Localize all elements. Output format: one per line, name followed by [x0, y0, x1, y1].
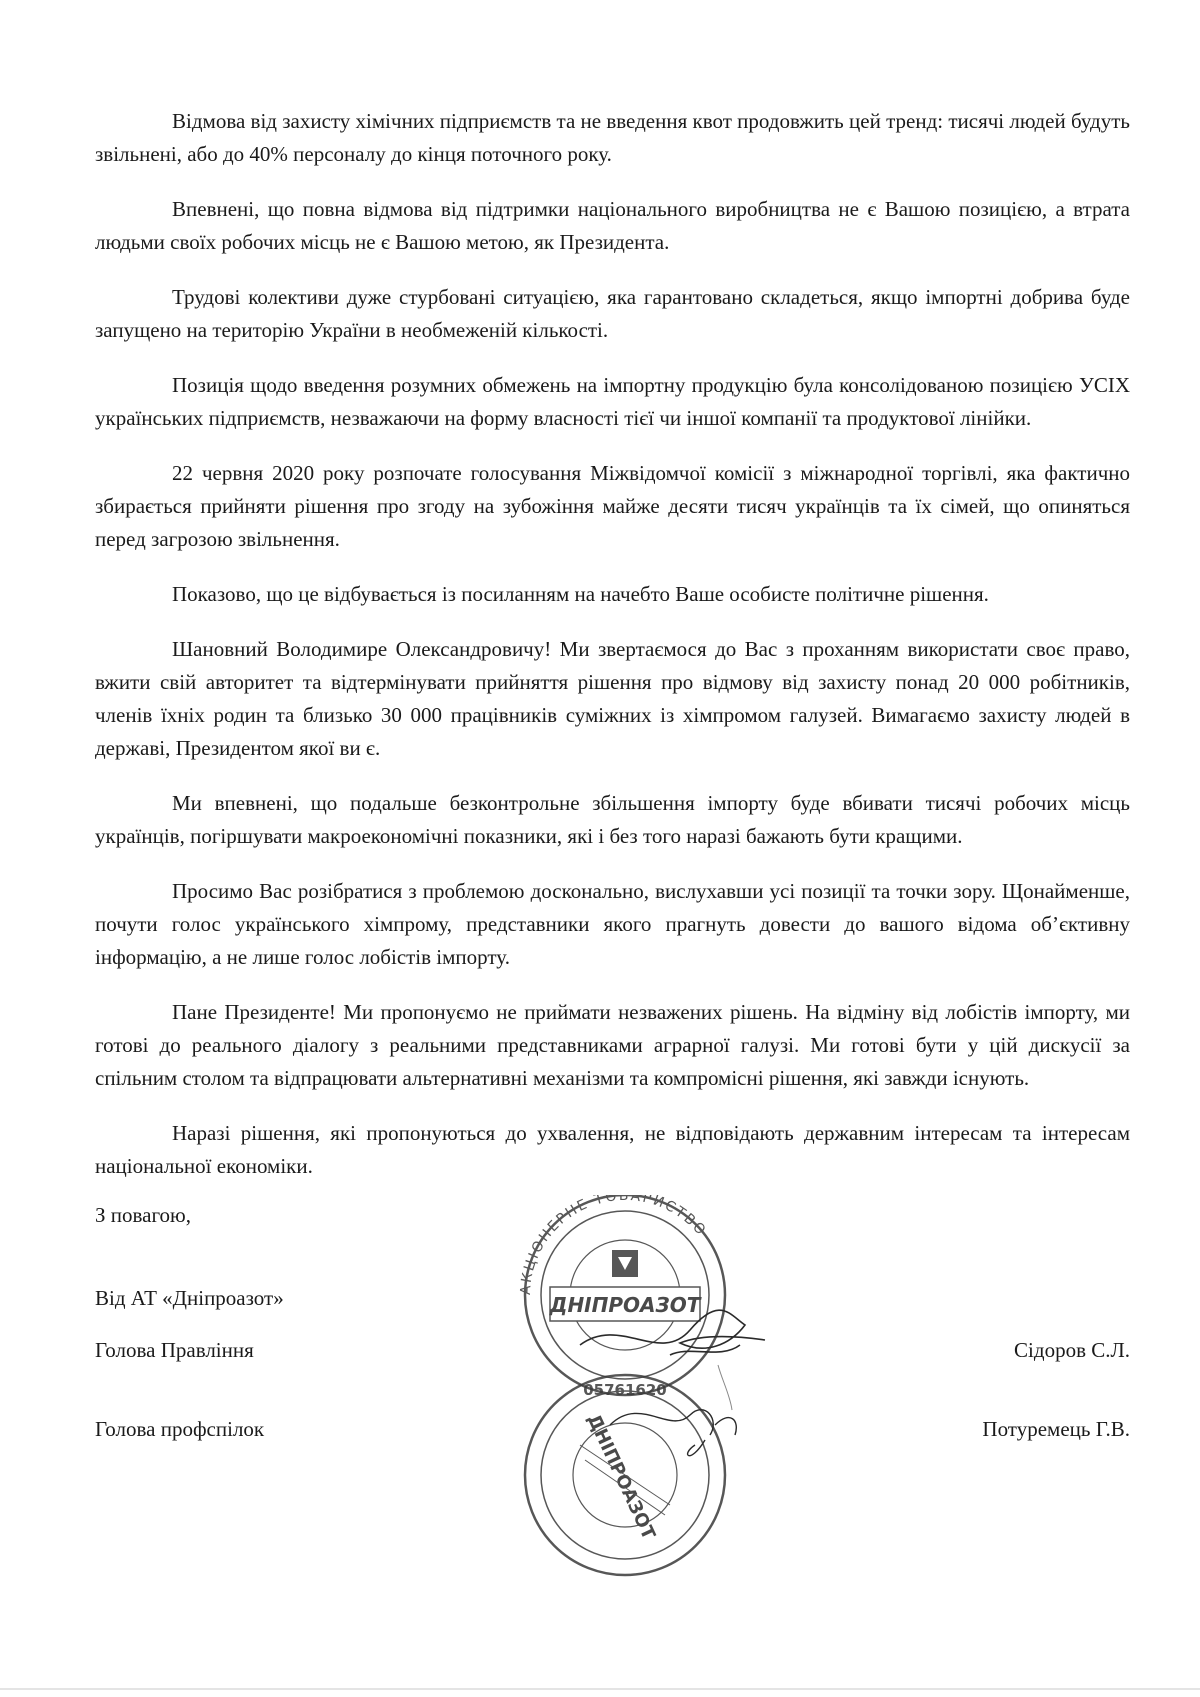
sender-organization: Від АТ «Дніпроазот»	[95, 1286, 284, 1310]
upper-seal	[518, 1195, 725, 1395]
paragraph: Наразі рішення, які пропонуються до ухвалення, не відповідають державним інтересам та інтересам національної економіки.	[95, 1121, 1130, 1178]
chair-title: Голова Правління	[95, 1338, 254, 1362]
paragraph: Впевнені, що повна відмова від підтримки національного виробництва не є Вашою позицією, а втрата людьми своїх робочих місць не є Вашою метою, як Президента.	[95, 197, 1130, 254]
paragraph: 22 червня 2020 року розпочате голосування Міжвідомчої комісії з міжнародної торгівлі, яка фактично збирається прийняти рішення про згоду на зубожіння майже десяти тисяч українців та їх сімей, що опиняться перед загрозою звільнення.	[95, 461, 1130, 551]
lower-seal	[525, 1375, 725, 1575]
closing-salutation: З повагою,	[95, 1203, 191, 1227]
paragraph: Ми впевнені, що подальше безконтрольне збільшення імпорту буде вбивати тисячі робочих місць українців, погіршувати макроекономічні показники, які і без того наразі бажають бути кращими.	[95, 791, 1130, 848]
paragraph: Відмова від захисту хімічних підприємств та не введення квот продовжить цей тренд: тисячі людей будуть звільнені, або до 40% персоналу до кінця поточного року.	[95, 109, 1130, 166]
seal-svg	[490, 1195, 810, 1595]
paragraph: Позиція щодо введення розумних обмежень на імпортну продукцію була консолідованою позицією УСІХ українських підприємств, незважаючи на форму власності тієї чи іншої компанії та продуктової лінійки.	[95, 373, 1130, 430]
paragraph: Просимо Вас розібратися з проблемою досконально, вислухавши усі позиції та точки зору. Щонайменше, почути голос українського хімпрому, представники якого прагнуть довести до вашого відома об’єктивну інформацію, а не лише голос лобістів імпорту.	[95, 879, 1130, 969]
seal-code: 05761620	[583, 1381, 667, 1399]
letter-body	[95, 105, 1130, 1205]
paragraph: Шановний Володимире Олександровичу! Ми звертаємося до Вас з проханням використати своє право, вжити свій авторитет та відтермінувати прийняття рішення про відмову від захисту понад 20 000 робітників, членів їхніх родин та близько 30 000 працівників суміжних із хімпромом галузей. Вимагаємо захисту людей в державі, Президентом якої ви є.	[95, 637, 1130, 760]
union-name: Потуремець Г.В.	[982, 1417, 1130, 1441]
union-title: Голова профспілок	[95, 1417, 265, 1441]
svg-text:АКЦІОНЕРНЕ ТОВАРИСТВО	[518, 1195, 710, 1295]
paragraph: Показово, що це відбувається із посиланням на начебто Ваше особисте політичне рішення.	[172, 582, 989, 606]
seal-ring-text: АКЦІОНЕРНЕ ТОВАРИСТВО	[517, 1195, 710, 1296]
union-signature	[610, 1410, 736, 1456]
seal-company-name: ДНІПРОАЗОТ	[549, 1293, 701, 1317]
seal-company-name-rotated: ДНІПРОАЗОТ	[582, 1410, 660, 1543]
paragraph: Пане Президенте! Ми пропонуємо не приймати незважених рішень. На відміну від лобістів імпорту, ми готові до реального діалогу з реальними представниками аграрної галузі. Ми готові бути у цій дискусії за спільним столом та відпрацювати альтернативні механізми та компромісні рішення, які завжди існують.	[95, 1000, 1130, 1090]
page-bottom-divider	[0, 1688, 1200, 1690]
company-seal-image	[490, 1195, 810, 1595]
paragraph: Трудові колективи дуже стурбовані ситуацією, яка гарантовано складеться, якщо імпортні добрива буде запущено на територію України в необмеженій кількості.	[95, 285, 1130, 342]
chair-name: Сідоров С.Л.	[1014, 1338, 1130, 1362]
